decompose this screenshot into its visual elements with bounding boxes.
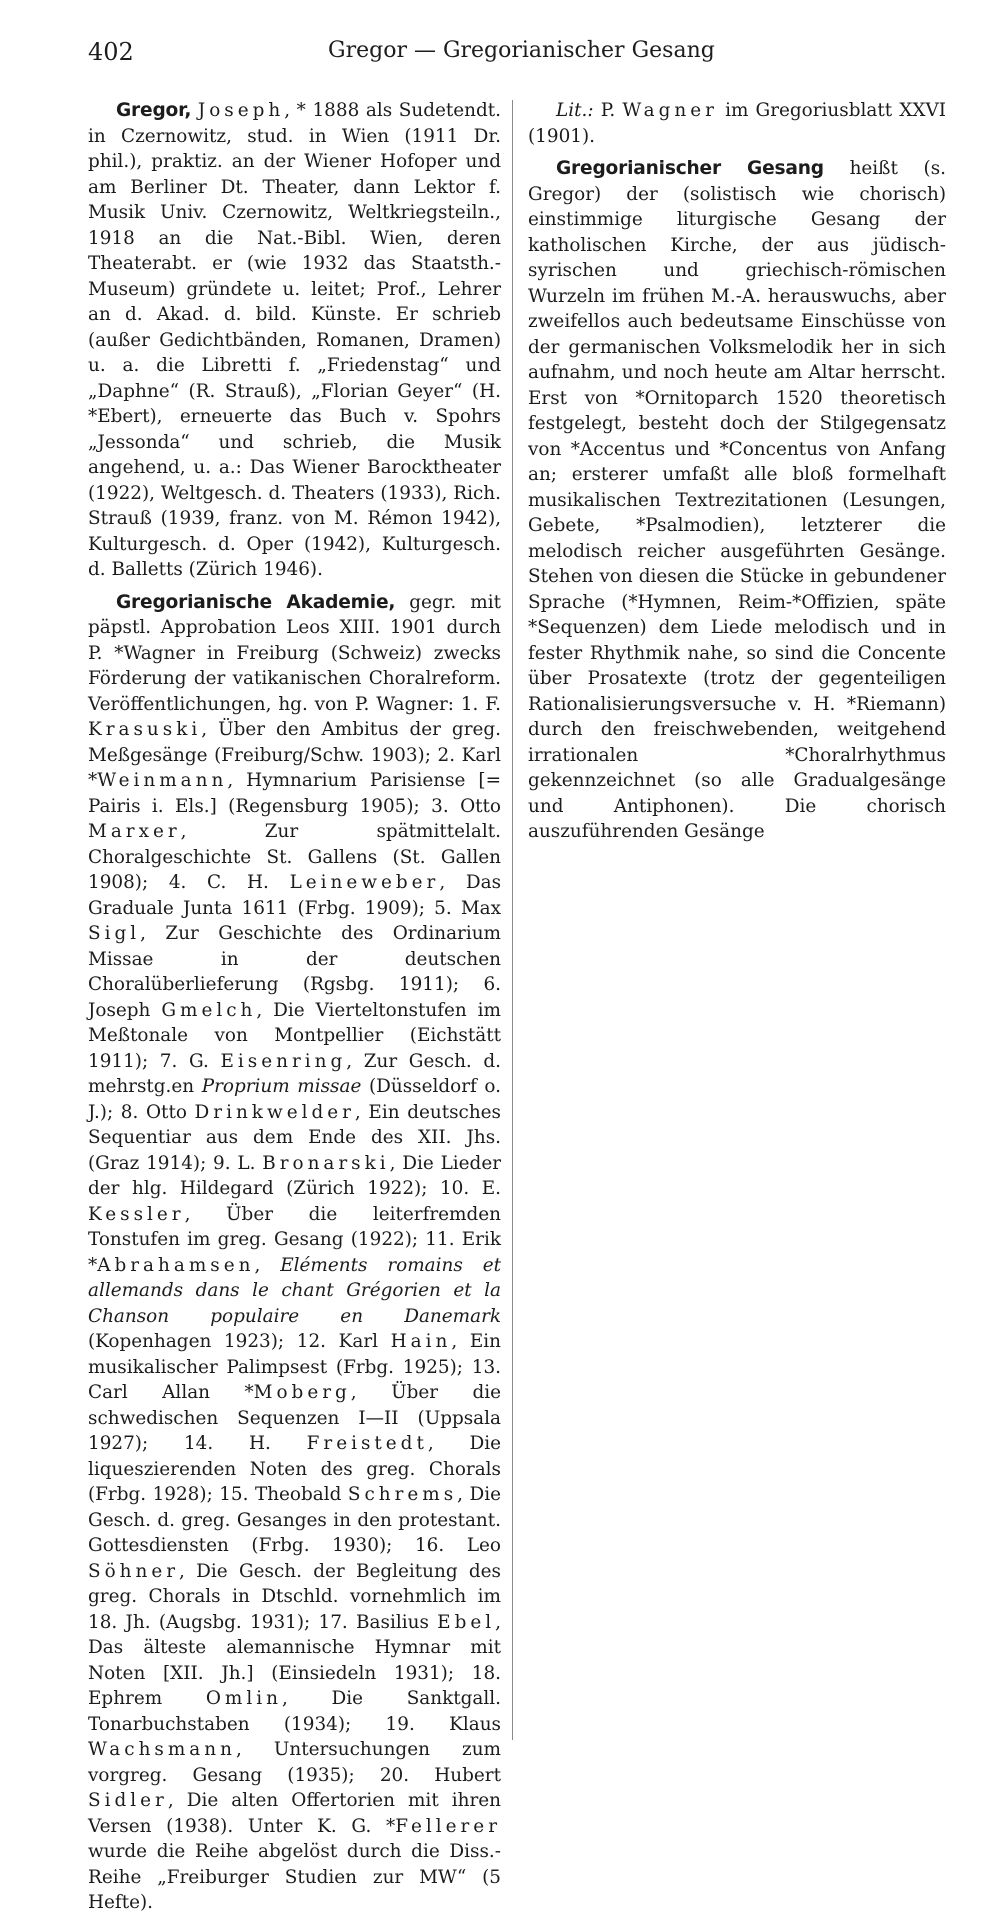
- spaced-name: Weinmann: [97, 770, 228, 791]
- entry-gregor: [88, 98, 501, 583]
- spaced-name: Drinkwelder: [194, 1101, 355, 1123]
- spaced-name: Abrahamsen: [97, 1254, 255, 1276]
- spaced-name: Kessler: [88, 1203, 185, 1225]
- entry-text: wurde die Reihe abgelöst durch die Diss.-Reihe „Freiburger Studien zur MW“ (5 Hefte).: [88, 1841, 501, 1913]
- entry-text: P.: [593, 100, 623, 121]
- entry-text: , Über die schwedischen Sequenzen I—II (Uppsala 1927); 14. H.: [88, 1382, 501, 1454]
- entry-text: , Ein deutsches Sequentiar aus dem Ende des XII. Jhs. (Graz 1914); 9. L.: [88, 1101, 501, 1174]
- entry-text: , Über die leiterfremden Tonstufen im greg. Gesang (1922); 11. Erik *: [88, 1203, 501, 1276]
- spaced-name: Marxer: [88, 821, 181, 842]
- spaced-name: Gmelch: [161, 999, 257, 1021]
- entry-text: , Ein musikalischer Palimpsest (Frbg. 1925); 13. Carl Allan *: [88, 1331, 502, 1403]
- spaced-name: Wachsmann: [88, 1739, 236, 1760]
- spaced-name: Wagner: [622, 100, 718, 121]
- column-divider: [512, 100, 513, 1740]
- entry-gregorianische-akademie: [88, 590, 501, 1916]
- entry-text: , Zur Geschichte des Ordinarium Missae in der deutschen Choralüberlieferung (Rgsbg. 1911); 6. Joseph: [88, 923, 501, 1021]
- entry-text: , Die Lieder der hlg. Hildegard (Zürich 1922); 10. E.: [88, 1152, 501, 1199]
- literature-label: Lit.:: [556, 100, 594, 121]
- spaced-name: Moberg: [253, 1382, 351, 1403]
- spaced-name: Joseph: [197, 100, 285, 121]
- entry-text: (Düsseldorf o. J.); 8. Otto: [88, 1076, 502, 1123]
- entry-text: , * 1888 als Sudetendt. in Czernowitz, stud. in Wien (1911 Dr. phil.), praktiz. an der Wiener Hofoper und am Berliner Dt. Theater, dann Lektor f. Musik Univ. Czernowitz, Weltkriegsteiln., 1918 an die Nat.-Bibl. Wien, deren Theaterabt. er (wie 1932 das Staatsth.-Museum) gründete u. leitet; Prof., Lehrer an d. Akad. d. bild. Künste. Er schrieb (außer Gedichtbänden, Romanen, Dramen) u. a. die Libretti f. „Friedenstag“ und „Daphne“ (R. Strauß), „Florian Geyer“ (H. *Ebert), erneuerte das Buch v. Spohrs „Jessonda“ und schrieb, die Musik angehend, u. a.: Das Wiener Barocktheater (1922), Weltgesch. d. Theaters (1933), Rich. Strauß (1939, franz. von M. Rémon 1942), Kulturgesch. d. Oper (1942), Kulturgesch. d. Balletts (Zürich 1946).: [88, 100, 501, 580]
- spaced-name: Söhner: [88, 1560, 180, 1582]
- spaced-name: Sidler: [88, 1790, 168, 1811]
- spaced-name: Fellerer: [395, 1815, 501, 1837]
- right-column: [528, 98, 946, 852]
- italic-title: Proprium missae: [201, 1076, 362, 1097]
- entry-text: heißt (s. Gregor) der (solistisch wie chorisch) einstimmige liturgische Gesang der katholischen Kirche, der aus jüdisch-syrischen und griechisch-römischen Wurzeln im frühen M.-A. herauswuchs, aber zweifellos auch bedeutsame Einschüsse von der germanischen Volksmelodik her in sich aufnahm, und noch heute am Altar herrscht. Erst von *Ornitoparch 1520 theoretisch festgelegt, besteht doch der Stilgegensatz von *Accentus und *Concentus von Anfang an; ersterer umfaßt alle bloß formelhaft musikalischen Textrezitationen (Lesungen, Gebete, *Psalmodien), letzterer die melodisch reicher ausgeführten Gesänge. Stehen von diesen die Stücke in gebundener Sprache (*Hymnen, Reim-*Offizien, späte *Sequenzen) dem Liede melodisch und in fester Rhythmik nahe, so sind die Concente über Prosatexte (trotz der gegenteiligen Rationalisierungsversuche v. H. *Riemann) durch den freischwebenden, weitgehend irrationalen *Choralrhythmus gekennzeichnet (so alle Gradualgesänge und Antiphonen). Die chorisch auszuführenden Gesänge: [528, 158, 947, 842]
- entry-text: , Die liqueszierenden Noten des greg. Chorals (Frbg. 1928); 15. Theobald: [88, 1433, 501, 1505]
- spaced-name: Omlin: [205, 1688, 282, 1709]
- spaced-name: Hain: [390, 1331, 452, 1352]
- entry-text: , Die Vierteltonstufen im Meßtonale von Montpellier (Eichstätt 1911); 7. G.: [88, 999, 501, 1072]
- page-number: 402: [88, 38, 134, 66]
- entry-text: , Die Gesch. d. greg. Gesanges in den protestant. Gottesdiensten (Frbg. 1930); 16. Leo: [88, 1484, 501, 1556]
- spaced-name: Schrems: [347, 1484, 458, 1505]
- entry-literature: [528, 98, 946, 149]
- entry-text: , Über den Ambitus der greg. Meßgesänge (Freiburg/Schw. 1903); 2. Karl *: [88, 719, 501, 791]
- entry-text: ,: [254, 1254, 281, 1276]
- spaced-name: Krasuski: [88, 719, 202, 740]
- running-title: Gregor — Gregorianischer Gesang: [328, 38, 715, 63]
- entry-text: gegr. mit päpstl. Approbation Leos XIII. 1901 durch P. *Wagner in Freiburg (Schweiz) zwecks Förderung der vatikanischen Choralreform. Veröffentlichungen, hg. von P. Wagner: 1. F.: [88, 591, 501, 715]
- spaced-name: Eisenring: [220, 1050, 347, 1072]
- entry-text: , Zur spätmittelalt. Choralgeschichte St. Gallens (St. Gallen 1908); 4. C. H.: [88, 821, 501, 893]
- entry-text: (Kopenhagen 1923); 12. Karl: [88, 1331, 391, 1352]
- entry-text: , Untersuchungen zum vorgreg. Gesang (1935); 20. Hubert: [88, 1739, 501, 1786]
- entry-text: , Das älteste alemannische Hymnar mit Noten [XII. Jh.] (Einsiedeln 1931); 18. Ephrem: [88, 1611, 501, 1709]
- spaced-name: Sigl: [88, 923, 141, 944]
- spaced-name: Freistedt: [306, 1433, 428, 1454]
- entry-headword: Gregor,: [116, 100, 192, 121]
- entry-gregorianischer-gesang: [528, 156, 946, 845]
- spaced-name: Leineweber: [289, 872, 440, 893]
- entry-text: , Hymnarium Parisiense [= Pairis i. Els.] (Regensburg 1905); 3. Otto: [88, 770, 501, 817]
- entry-text: , Die Gesch. der Begleitung des greg. Chorals in Dtschld. vornehmlich im 18. Jh. (Augsbg. 1931); 17. Basilius: [88, 1560, 501, 1633]
- left-column: [88, 98, 501, 1923]
- entry-headword: Gregorianischer Gesang: [556, 158, 824, 179]
- page-header: [88, 38, 948, 72]
- spaced-name: Bronarski: [262, 1152, 390, 1174]
- italic-title: Eléments romains et allemands dans le chant Grégorien et la Chanson populaire en Danemark: [88, 1254, 501, 1327]
- entry-text: , Die Sanktgall. Tonarbuchstaben (1934); 19. Klaus: [88, 1688, 501, 1735]
- entry-headword: Gregorianische Akademie,: [116, 591, 396, 613]
- entry-text: im Gregoriusblatt XXVI (1901).: [528, 100, 946, 147]
- spaced-name: Ebel: [437, 1611, 496, 1633]
- entry-text: , Die alten Offertorien mit ihren Versen (1938). Unter K. G. *: [88, 1790, 501, 1837]
- entry-text: , Zur Gesch. d. mehrstg.en: [88, 1050, 502, 1097]
- entry-text: , Das Graduale Junta 1611 (Frbg. 1909); 5. Max: [88, 872, 502, 919]
